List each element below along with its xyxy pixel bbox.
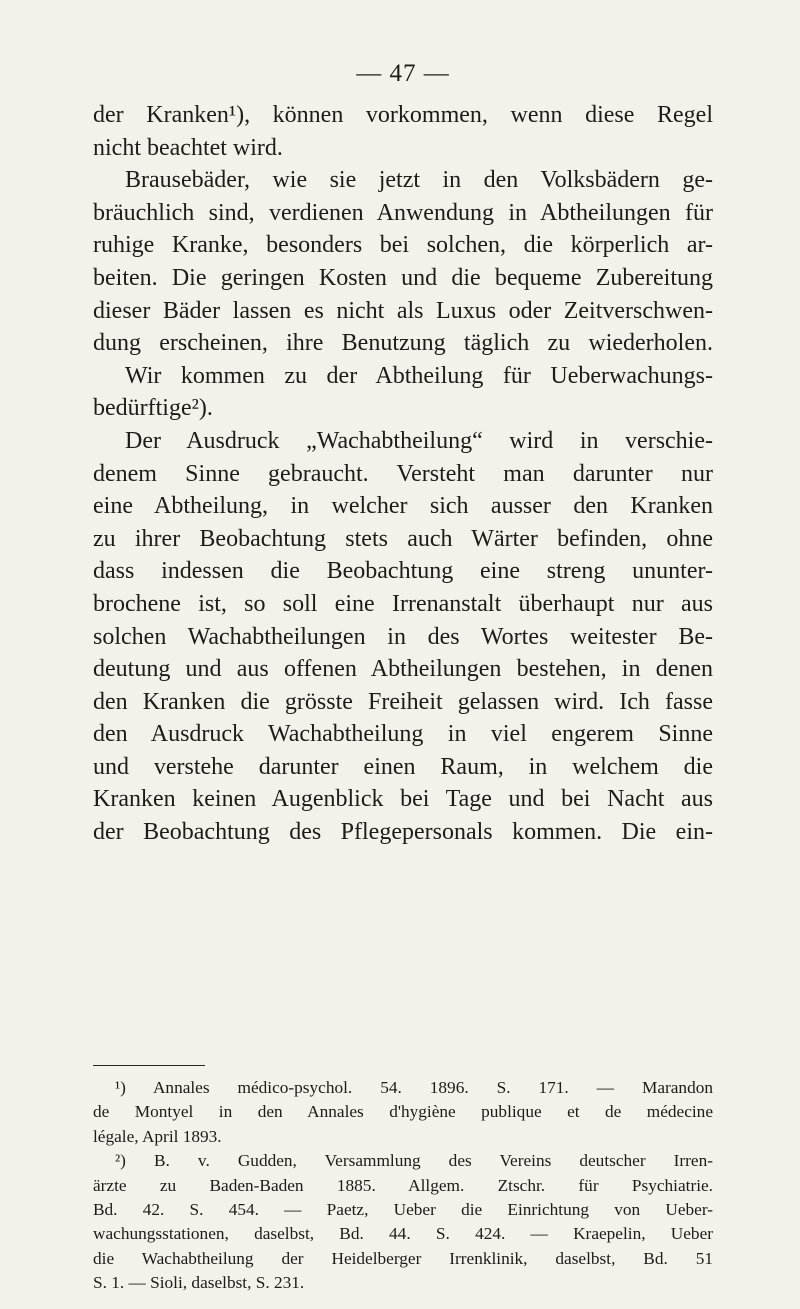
text-line: Kranken keinen Augenblick bei Tage und bei Nacht aus	[93, 786, 713, 813]
text-line: zu ihrer Beobachtung stets auch Wärter befinden, ohne	[93, 525, 713, 552]
paragraph-ueberwachung	[93, 360, 713, 425]
text-line: nicht beachtet wird.	[93, 134, 283, 161]
text-line: denem Sinne gebraucht. Versteht man darunter nur	[93, 460, 713, 487]
footnote-line: Bd. 42. S. 454. — Paetz, Ueber die Einrichtung von Ueber-	[93, 1200, 713, 1220]
text-line: Der Ausdruck „Wachabtheilung“ wird in verschie-	[125, 427, 713, 454]
footnotes	[93, 1076, 713, 1296]
footnote-line: die Wachabtheilung der Heidelberger Irrenklinik, daselbst, Bd. 51	[93, 1248, 713, 1268]
paragraph-continuation	[93, 99, 713, 164]
footnote-line: ²) B. v. Gudden, Versammlung des Vereins deutscher Irren-	[115, 1151, 713, 1171]
text-line: den Kranken die grösste Freiheit gelassen wird. Ich fasse	[93, 688, 713, 715]
footnote-line: ärzte zu Baden-Baden 1885. Allgem. Ztschr. für Psychiatrie.	[93, 1175, 713, 1195]
text-line: Wir kommen zu der Abtheilung für Ueberwachungs-	[125, 362, 713, 389]
text-line: eine Abtheilung, in welcher sich ausser den Kranken	[93, 493, 713, 520]
footnote-line: wachungsstationen, daselbst, Bd. 44. S. 424. — Kraepelin, Ueber	[93, 1224, 713, 1244]
text-line: dass indessen die Beobachtung eine streng ununter-	[93, 558, 713, 585]
paragraph-brausebaeder	[93, 164, 713, 360]
text-line: und verstehe darunter einen Raum, in welchem die	[93, 753, 713, 780]
text-line: den Ausdruck Wachabtheilung in viel engerem Sinne	[93, 721, 713, 748]
text-line: Brausebäder, wie sie jetzt in den Volksbädern ge-	[125, 167, 713, 194]
footnote-2	[93, 1149, 713, 1295]
footnote-line: légale, April 1893.	[93, 1126, 222, 1146]
footnote-1	[93, 1076, 713, 1149]
text-line: brochene ist, so soll eine Irrenanstalt überhaupt nur aus	[93, 590, 713, 617]
text-line: solchen Wachabtheilungen in des Wortes weitester Be-	[93, 623, 713, 650]
text-line: der Beobachtung des Pflegepersonals kommen. Die ein-	[93, 819, 713, 846]
footnote-divider	[93, 1065, 205, 1066]
text-line: beiten. Die geringen Kosten und die bequeme Zubereitung	[93, 264, 713, 291]
page-number: — 47 —	[356, 60, 450, 87]
main-text	[93, 99, 713, 849]
footnote-line: de Montyel in den Annales d'hygiène publique et de médecine	[93, 1102, 713, 1122]
text-line: deutung und aus offenen Abtheilungen bestehen, in denen	[93, 656, 713, 683]
text-line: der Kranken¹), können vorkommen, wenn diese Regel	[93, 102, 713, 128]
paragraph-wachabtheilung	[93, 425, 713, 849]
text-line: bedürftige²).	[93, 395, 213, 422]
text-line: dung erscheinen, ihre Benutzung täglich zu wiederholen.	[93, 330, 713, 357]
footnote-line: ¹) Annales médico-psychol. 54. 1896. S. 171. — Marandon	[115, 1078, 713, 1097]
text-line: ruhige Kranke, besonders bei solchen, die körperlich ar-	[93, 232, 713, 259]
footnote-line: S. 1. — Sioli, daselbst, S. 231.	[93, 1273, 305, 1293]
text-line: dieser Bäder lassen es nicht als Luxus oder Zeitverschwen-	[93, 297, 713, 324]
text-line: bräuchlich sind, verdienen Anwendung in Abtheilungen für	[93, 199, 713, 226]
